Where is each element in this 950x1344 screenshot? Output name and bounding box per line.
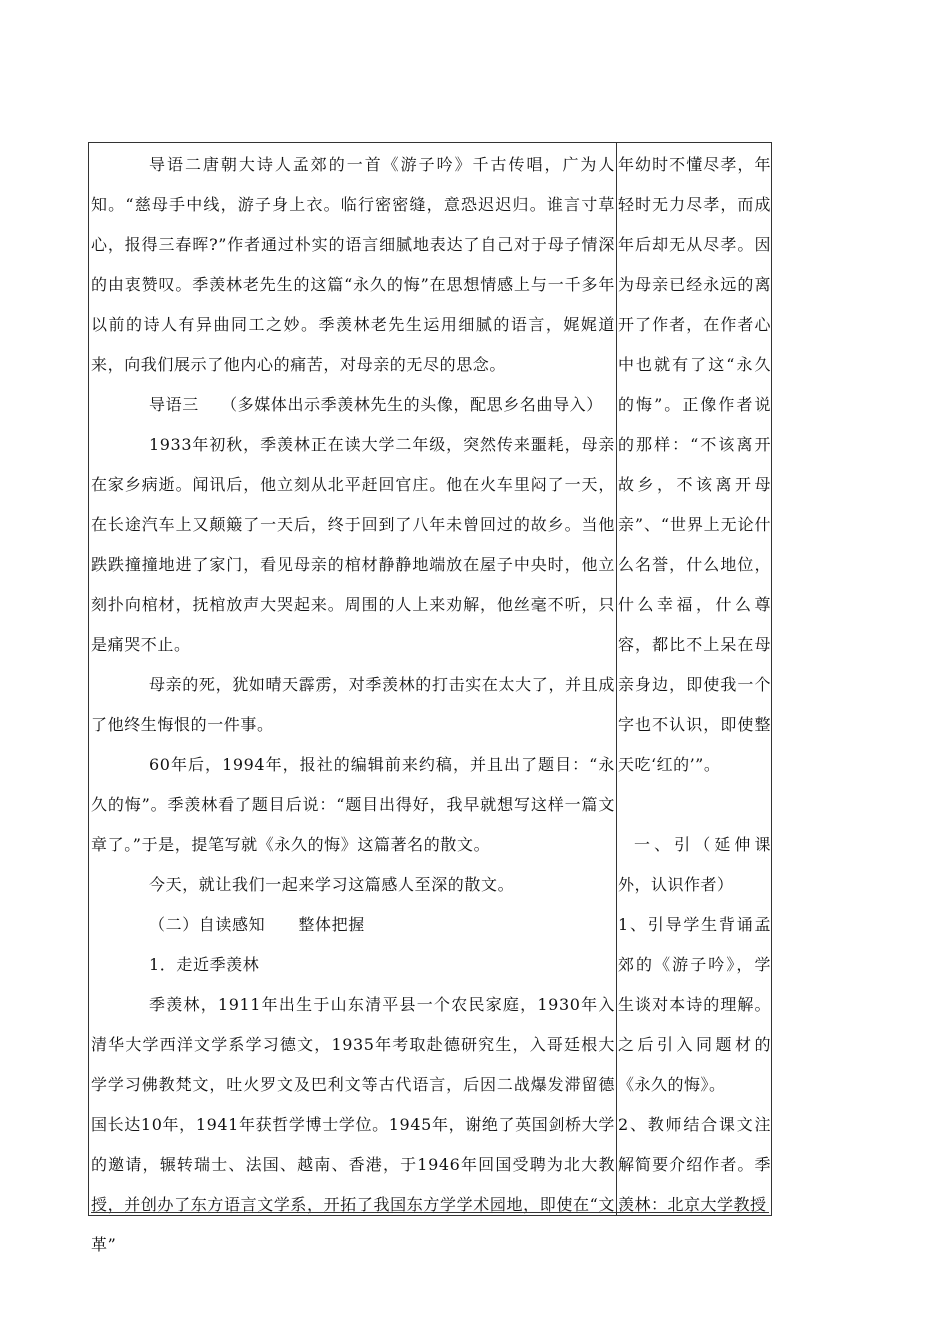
side-heading: 一、引（延伸课外，认识作者） — [618, 835, 771, 894]
spacer — [618, 785, 771, 825]
today-paragraph: 今天，就让我们一起来学习这篇感人至深的散文。 — [149, 875, 515, 894]
side-step-1: 1、引导学生背诵孟郊的《游子吟》，学生谈对本诗的理解。之后引入同题材的《永久的悔》。 — [618, 915, 771, 1094]
section-heading: （二）自读感知 整体把握 — [149, 915, 365, 934]
mother-death-paragraph: 母亲的死，犹如晴天霹雳，对季羡林的打击实在太大了，并且成了他终生悔恨的一件事。 — [91, 675, 615, 734]
side-note: 年幼时不懂尽孝，年轻时无力尽孝，而成年后却无从尽孝。因为母亲已经永远的离开了作者，在作者心中也就有了这“永久的悔”。正像作者说的那样：“不该离开故乡，不该离开母亲”、“世界上无论什么名誉，什么地位，什么幸福，什么尊容，都比不上呆在母亲身边，即使我一个字也不认识，即使整天吃‘红的’”。 — [618, 155, 771, 774]
side-step-2: 2、教师结合课文注解简要介绍作者。季羡林：北京大学教授 — [618, 1115, 771, 1214]
story-paragraph: 1933年初秋，季羡林正在读大学二年级，突然传来噩耗，母亲在家乡病逝。闻讯后，他立刻从北平赶回官庄。他在火车里闷了一天，在长途汽车上又颠簸了一天后，终于回到了八年未曾回过的故乡。当他跌跌撞撞地进了家门，看见母亲的棺材静静地端放在屋子中央时，他立刻扑向棺材，抚棺放声大哭起来。周围的人上来劝解，他丝毫不听，只是痛哭不止。 — [91, 435, 615, 654]
subsection-heading: 1．走近季羡林 — [149, 955, 260, 974]
main-content-column — [91, 145, 615, 1265]
essay-origin-paragraph: 60年后，1994年，报社的编辑前来约稿，并且出了题目：“永久的悔”。季羡林看了题目后说：“题目出得好，我早就想写这样一篇文章了。”于是，提笔写就《永久的悔》这篇著名的散文。 — [91, 755, 615, 854]
column-divider — [616, 143, 617, 1215]
lesson-table — [88, 142, 772, 1254]
biography-paragraph: 季羡林，1911年出生于山东清平县一个农民家庭，1930年入清华大学西洋文学系学习德文，1935年考取赴德研究生，入哥廷根大学学习佛教梵文，吐火罗文及巴利文等古代语言，后因二战爆发滞留德国长达10年，1941年获哲学博士学位。1945年，谢绝了英国剑桥大学的邀请，辗转瑞士、法国、越南、香港，于1946年回国受聘为北大教授，并创办了东方语言文学系，开拓了我国东方学学术园地，即使在“文革” — [91, 995, 615, 1254]
intro-three-paragraph: 导语三 （多媒体出示季羡林先生的头像，配思乡名曲导入） — [149, 395, 603, 414]
intro-two-paragraph: 导语二唐朝大诗人孟郊的一首《游子吟》千古传唱，广为人知。“慈母手中线，游子身上衣。临行密密缝，意恐迟迟归。谁言寸草心，报得三春晖?”作者通过朴实的语言细腻地表达了自己对于母子情深的由衷赞叹。季羡林老先生的这篇“永久的悔”在思想情感上与一千多年以前的诗人有异曲同工之妙。季羡林老先生运用细腻的语言，娓娓道来，向我们展示了他内心的痛苦，对母亲的无尽的思念。 — [91, 155, 615, 374]
side-notes-column — [618, 145, 771, 1225]
